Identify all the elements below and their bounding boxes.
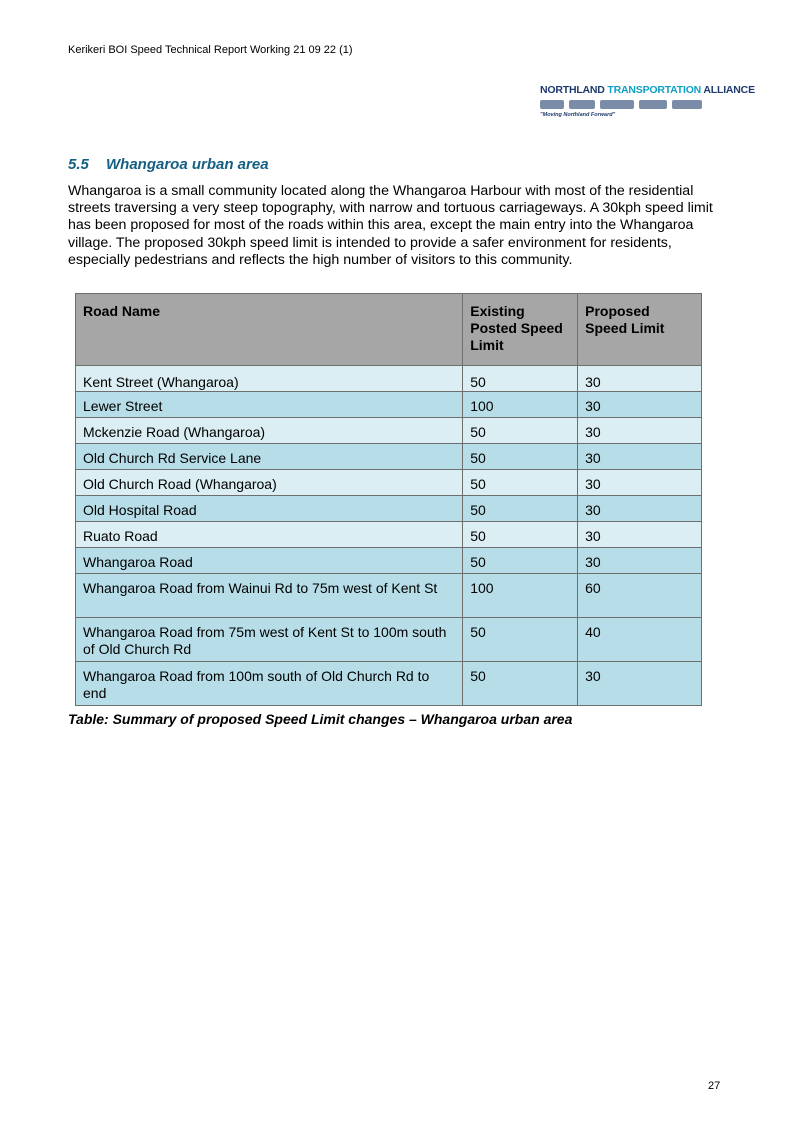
section-intro-paragraph: Whangaroa is a small community located along the Whangaroa Harbour with most of the residential streets traversing a very steep topography, with narrow and tortuous carriageways. A 30kph speed limit has been proposed for most of the roads within this area, except the main entry into the Whangaroa village. The proposed 30kph speed limit is intended to provide a safer environment for residents, especially pedestrians and reflects the high number of visitors to this community.	[68, 183, 713, 268]
proposed-limit-cell: 30	[578, 548, 702, 574]
table-row	[76, 470, 702, 496]
partner-logo-icon	[540, 100, 564, 109]
page-number: 27	[708, 1080, 721, 1092]
logo-title-transportation: TRANSPORTATION	[607, 84, 702, 96]
table-row	[76, 418, 702, 444]
proposed-limit-cell: 30	[578, 496, 702, 522]
table-row	[76, 662, 702, 706]
road-name-cell: Whangaroa Road from 100m south of Old Church Rd to end	[76, 662, 463, 706]
proposed-limit-cell: 30	[578, 392, 702, 418]
table-row	[76, 366, 702, 392]
header-existing-speed-limit: Existing Posted Speed Limit	[463, 294, 578, 366]
document-header-title: Kerikeri BOI Speed Technical Report Working 21 09 22 (1)	[68, 44, 353, 56]
existing-limit-cell: 50	[463, 662, 578, 706]
road-name-cell: Old Church Road (Whangaroa)	[76, 470, 463, 496]
table-header-row	[76, 294, 702, 366]
proposed-limit-cell: 30	[578, 470, 702, 496]
existing-limit-cell: 50	[463, 418, 578, 444]
table-row	[76, 574, 702, 618]
section-title: Whangaroa urban area	[106, 156, 269, 173]
proposed-limit-cell: 30	[578, 366, 702, 392]
table-row	[76, 618, 702, 662]
road-name-cell: Whangaroa Road from 75m west of Kent St to 100m south of Old Church Rd	[76, 618, 463, 662]
table-row	[76, 548, 702, 574]
logo-title-alliance: ALLIANCE	[703, 84, 755, 96]
proposed-limit-cell: 40	[578, 618, 702, 662]
table-row	[76, 444, 702, 470]
existing-limit-cell: 50	[463, 548, 578, 574]
partner-logo-icon	[639, 100, 667, 109]
road-name-cell: Old Hospital Road	[76, 496, 463, 522]
partner-logo-icon	[569, 100, 595, 109]
road-name-cell: Ruato Road	[76, 522, 463, 548]
proposed-limit-cell: 30	[578, 444, 702, 470]
proposed-limit-cell: 60	[578, 574, 702, 618]
road-name-cell: Mckenzie Road (Whangaroa)	[76, 418, 463, 444]
table-caption: Table: Summary of proposed Speed Limit changes – Whangaroa urban area	[68, 711, 573, 727]
road-name-cell: Old Church Rd Service Lane	[76, 444, 463, 470]
table-row	[76, 392, 702, 418]
proposed-limit-cell: 30	[578, 662, 702, 706]
table-row	[76, 522, 702, 548]
logo-title	[540, 84, 755, 96]
partner-logo-icon	[600, 100, 634, 109]
logo-title-northland: NORTHLAND	[540, 84, 605, 96]
existing-limit-cell: 50	[463, 618, 578, 662]
road-name-cell: Whangaroa Road	[76, 548, 463, 574]
header-proposed-speed-limit: Proposed Speed Limit	[578, 294, 702, 366]
partner-logo-icon	[672, 100, 702, 109]
table-row	[76, 496, 702, 522]
existing-limit-cell: 50	[463, 366, 578, 392]
section-number: 5.5	[68, 156, 89, 173]
existing-limit-cell: 50	[463, 444, 578, 470]
road-name-cell: Whangaroa Road from Wainui Rd to 75m west of Kent St	[76, 574, 463, 618]
existing-limit-cell: 50	[463, 496, 578, 522]
existing-limit-cell: 100	[463, 574, 578, 618]
logo-tagline: "Moving Northland Forward"	[540, 112, 616, 118]
existing-limit-cell: 50	[463, 470, 578, 496]
proposed-limit-cell: 30	[578, 418, 702, 444]
existing-limit-cell: 100	[463, 392, 578, 418]
partner-logos-strip	[540, 98, 716, 110]
road-name-cell: Kent Street (Whangaroa)	[76, 366, 463, 392]
header-road-name: Road Name	[76, 294, 463, 366]
section-heading	[68, 156, 269, 173]
speed-limit-table	[75, 293, 702, 706]
proposed-limit-cell: 30	[578, 522, 702, 548]
northland-transportation-alliance-logo	[540, 84, 755, 122]
existing-limit-cell: 50	[463, 522, 578, 548]
road-name-cell: Lewer Street	[76, 392, 463, 418]
